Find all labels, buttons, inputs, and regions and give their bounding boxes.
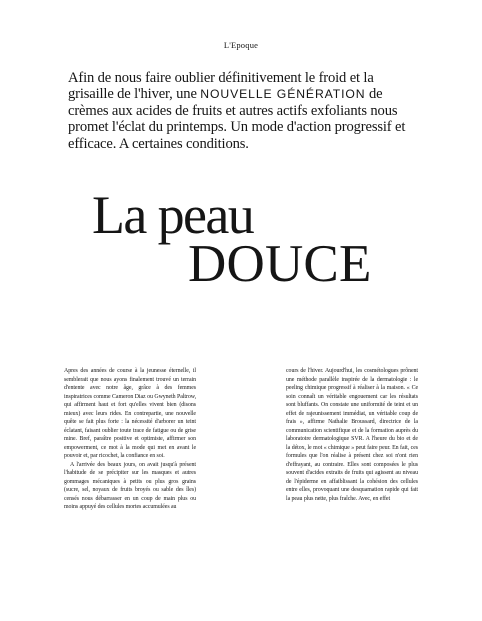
section-label: L'Epoque <box>223 40 259 50</box>
body-column-right <box>286 367 418 503</box>
intro-caps-emphasis: NOUVELLE GÉNÉRATION <box>200 87 366 102</box>
intro-text-start: Afin de nous faire oublier définitivement le froid et la grisaille de l'hiver, une <box>68 70 374 103</box>
headline-line-1: La peau <box>92 185 254 245</box>
body-column-left <box>64 367 196 512</box>
headline-line-2: DOUCE <box>188 235 372 293</box>
body-paragraph: Apres des années de course à la jeunesse éternelle, il semblerait que nous ayons finalement trouvé un terrain d'entente avec notre âge, grâce à des femmes inspiratrices comme Cameron Diaz ou Gwyneth Paltrow, qui affirment haut et fort qu'elles vivent bien (disons mieux) avec leurs rides. En contrepartie, une nouvelle quête se fait plus forte : la nécessité d'arborer un teint éclatant, faisant oublier toute trace de fatigue ou de grise mine. Bref, paraître positive et optimiste, affirmer son empowerment, ce mot à la mode qui met en avant le pouvoir et, par ricochet, la confiance en soi. <box>64 368 196 459</box>
intro-text-end: de crèmes aux acides de fruits et autres actifs exfoliants nous promet l'éclat du printemps. Un mode d'action progressif et efficace. A certaines conditions. <box>68 86 406 152</box>
intro-paragraph <box>68 70 420 152</box>
body-paragraph: cours de l'hiver. Aujourd'hui, les cosmétologues prônent une méthode parallèle inspirée de la dermatologie : le peeling chimique progressif à réaliser à la maison. « Ce soin connaît un véritable engouement car les résultats sont bluffants. On constate une uniformité de teint et un effet de rajeunissement immédiat, un véritable coup de frais », affirme Nathalie Broussard, directrice de la communication scientifique et de la formation auprès du laboratoire dermatologique SVR. A l'heure du bio et de la détox, le mot « chimique » peut faire peur. En fait, ces formules que l'on réalise à présent chez soi n'ont rien d'effrayant, au contraire. Elles sont composées le plus souvent d'acides extraits de fruits qui agissent au niveau de l'épiderme en affaiblissant la cohésion des cellules entre elles, provoquant une desquamation rapide qui fait la peau plus nette, plus fraîche. Avec, en effet <box>286 368 418 502</box>
body-paragraph: A l'arrivée des beaux jours, on avait jusqu'à présent l'habitude de se précipiter sur les masques et autres gommages mécaniques à petits ou plus gros grains (sucre, sel, noyaux de fruits broyés ou sable des îles) censés nous débarrasser en un coup de main plus ou moins appuyé des cellules mortes accumulées au <box>64 461 196 510</box>
